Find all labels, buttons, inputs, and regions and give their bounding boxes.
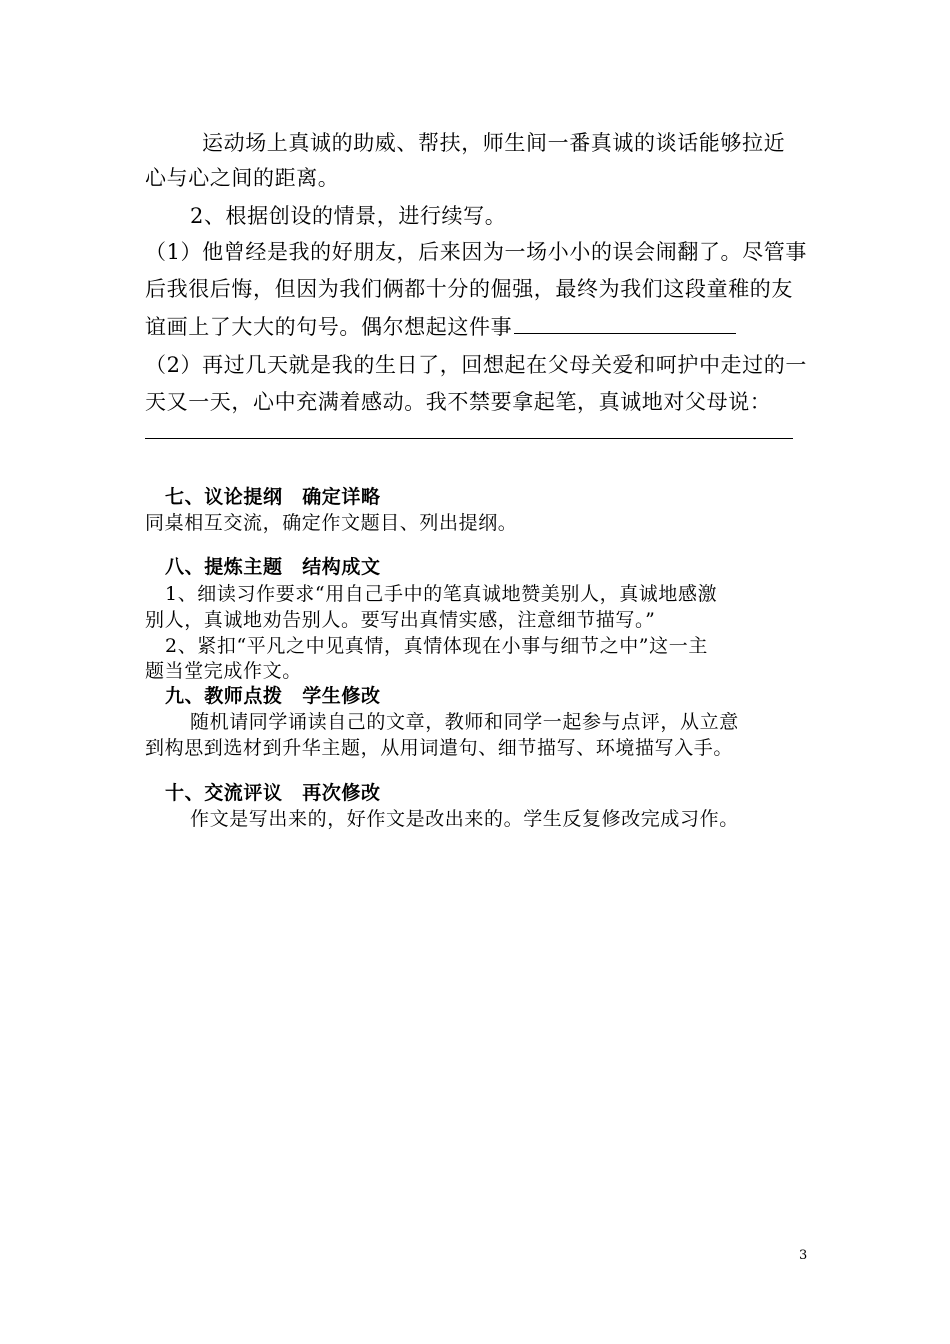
paragraph-line: （2）再过几天就是我的生日了，回想起在父母关爱和呵护中走过的一 <box>145 353 807 377</box>
paragraph-line: 随机请同学诵读自己的文章，教师和同学一起参与点评，从立意 <box>190 711 739 733</box>
paragraph-line: 题当堂完成作文。 <box>145 660 302 682</box>
paragraph-line: 2、根据创设的情景，进行续写。 <box>190 204 507 228</box>
paragraph-line: （1）他曾经是我的好朋友，后来因为一场小小的误会闹翻了。尽管事 <box>145 240 807 264</box>
fill-blank-line <box>514 315 736 334</box>
paragraph-text: 谊画上了大大的句号。偶尔想起这件事 <box>145 315 513 339</box>
paragraph-line: 到构思到选材到升华主题，从用词遣句、细节描写、环境描写入手。 <box>145 737 734 759</box>
paragraph-line: 心与心之间的距离。 <box>145 166 340 190</box>
section-heading: 十、交流评议 再次修改 <box>165 782 381 804</box>
section-heading: 七、议论提纲 确定详略 <box>165 486 381 508</box>
section-heading: 九、教师点拨 学生修改 <box>165 685 381 707</box>
paragraph-line: 同桌相互交流，确定作文题目、列出提纲。 <box>145 512 518 534</box>
paragraph-line: 天又一天，心中充满着感动。我不禁要拿起笔，真诚地对父母说： <box>145 390 772 414</box>
paragraph-line: 后我很后悔，但因为我们俩都十分的倔强，最终为我们这段童稚的友 <box>145 277 793 301</box>
paragraph-line: 运动场上真诚的助威、帮扶，师生间一番真诚的谈话能够拉近 <box>202 131 786 155</box>
page-number: 3 <box>799 1248 808 1263</box>
paragraph-line <box>145 311 736 341</box>
paragraph-line: 别人，真诚地劝告别人。要写出真情实感，注意细节描写。” <box>145 609 656 631</box>
fill-blank-line <box>145 438 793 439</box>
paragraph-line: 作文是写出来的，好作文是改出来的。学生反复修改完成习作。 <box>190 808 739 830</box>
paragraph-line: 2、紧扣“平凡之中见真情，真情体现在小事与细节之中”这一主 <box>165 635 708 657</box>
section-heading: 八、提炼主题 结构成文 <box>165 556 381 578</box>
paragraph-line: 1、细读习作要求“用自己手中的笔真诚地赞美别人，真诚地感激 <box>165 583 718 605</box>
